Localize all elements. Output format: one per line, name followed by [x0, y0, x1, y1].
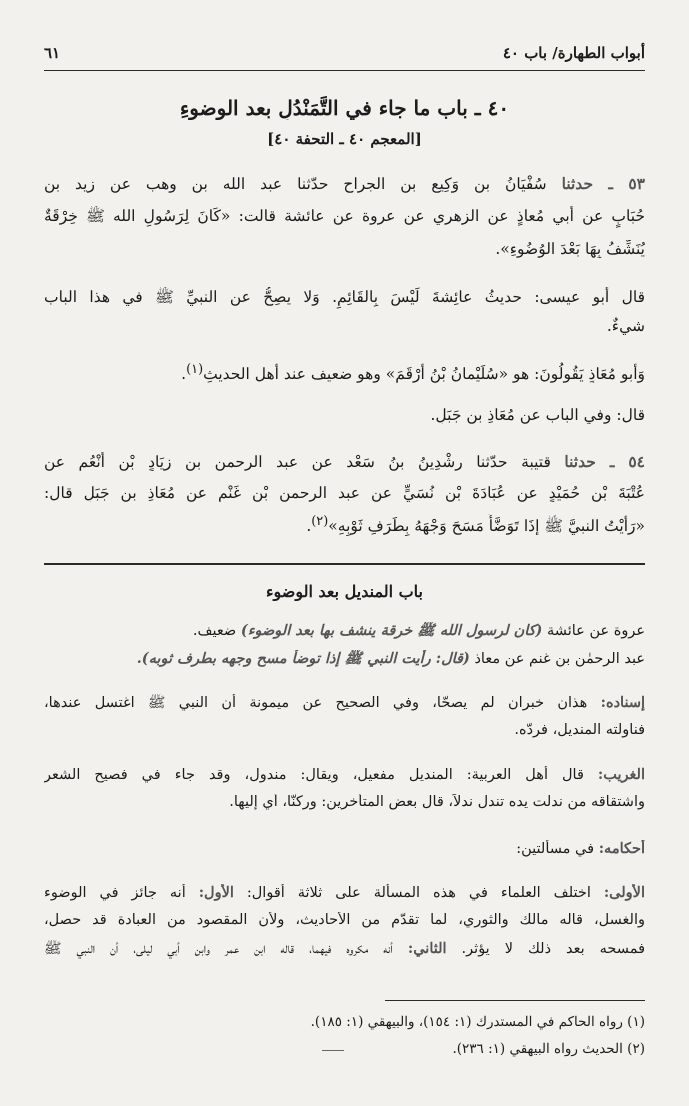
commentary-divider — [44, 563, 645, 565]
hadith-54-line-1: ٥٤ ـ حدثنا قتيبة حدّثنا رِشْدِينُ بنُ سَعْد عن عبد الرحمن بنِ زِيَادٍ بْنِ أنْعُمٍ عن — [44, 452, 645, 471]
abu-isa-line-4: قال: وفي الباب عن مُعَاذِ بن جَبَلٍ. — [430, 406, 645, 424]
ink-mark — [322, 1050, 344, 1051]
ula-line-2: والغسل، قاله مالك والثوري، لما تقدّم من الأحاديث، ولأن المقصود من العبادة قد حصل، — [44, 912, 645, 928]
chapter-reference: [المعجم ٤٠ ـ التحفة ٤٠] — [267, 130, 422, 148]
gharib-line-2: واشتقاقه من ندلت يده تندل ندلاً، قال بعض المتأخرين: وركنّا، أي إليها. — [229, 794, 645, 810]
abu-isa-line-1: قال أبو عيسى: حديثُ عائِشةَ لَيْسَ بِالقَائِمِ. وَلا يصِحُّ عن النبيِّ ﷺ في هذا الباب — [44, 288, 645, 306]
gharib-line-1: الغريب: قال أهل العربية: المنديل مفعيل، ويقال: مندول، وقد جاء في فصيح الشعر — [44, 766, 645, 783]
commentary-p1-line-2: عبد الرحمٰن بن غنم عن معاذ (قال: رأيت النبي ﷺ إذا توضأ مسح وجهه بطرف ثوبه). — [136, 650, 645, 667]
thani-label: الثاني: — [407, 940, 447, 957]
gharib-label: الغريب: — [597, 766, 645, 783]
commentary-p1-line-1: عروة عن عائشة (كان لرسول الله ﷺ خرقة ينشف بها بعد الوضوء) ضعيف. — [192, 622, 645, 639]
hadith-53-label: ٥٣ ـ حدثنا — [561, 174, 645, 193]
ahkam-label: أحكامه: — [598, 840, 645, 857]
isnad-line-1: إسناده: هذان خبران لم يصحّا، وفي الصحيح عن ميمونة أن النبي ﷺ اغتسل عندها، — [44, 694, 645, 711]
book-section-title: أبواب الطهارة/ باب ٤٠ — [502, 44, 645, 62]
hadith-54-line-2: عُتْبَةَ بْنِ حُمَيْدٍ عن عُبَادَةَ بْنِ نُسَيٍّ عن عبد الرحمن بْنِ غَنْمٍ عن مُعَاذِ بنِ جَبَلٍ قال: — [44, 484, 645, 502]
ula-line-3: فمسحه بعد ذلك لا يؤثر. الثاني: أنه مكروه فيهما، قاله ابن عمر وابن أبي ليلى، أن النبي ﷺ — [44, 940, 645, 957]
chapter-title: ٤٠ ـ باب ما جاء في التَّمَنْدُلِ بعد الوضوءِ — [179, 96, 510, 120]
abu-isa-line-2: شيءٌ. — [606, 317, 645, 335]
hadith-54-label: ٥٤ ـ حدثنا — [564, 452, 645, 471]
hadith-54-line-3: «رَأيْتُ النبيَّ ﷺ إذَا تَوَضَّأَ مَسَحَ وَجْهَهُ بِطَرَفِ ثَوْبِهِ»$^{(٢)}$. — [306, 514, 645, 536]
header-rule — [44, 70, 645, 71]
running-header — [44, 44, 645, 68]
ula-label: الأولى: — [603, 884, 645, 901]
ahkam-line: أحكامه: في مسألتين: — [516, 840, 645, 857]
commentary-title: باب المنديل بعد الوضوء — [266, 582, 423, 601]
ula-line-1: الأولى: اختلف العلماء في هذه المسألة على ثلاثة أقوال: الأول: أنه جائز في الوضوء — [44, 884, 645, 901]
footnote-2: (٢) الحديث رواه البيهقي (١: ٢٣٦). — [452, 1041, 645, 1057]
hadith-53-line-2: حُبَابٍ عن أبي مُعاذٍ عن الزهري عن عروة عن عائشة قالت: «كَانَ لِرَسُولِ الله ﷺ خِرْقَةٌ — [44, 207, 645, 225]
isnad-line-2: فناولته المنديل، فردّه. — [514, 722, 645, 738]
footnote-separator — [385, 1000, 645, 1001]
footnote-ref-1[interactable]: (١) — [186, 362, 204, 377]
page-number: ٦١ — [44, 44, 61, 62]
awwal-label: الأول: — [198, 884, 234, 901]
hadith-53-line-1: ٥٣ ـ حدثنا سُفْيَانُ بن وَكِيعٍ بن الجراح حدّثنا عبد الله بن وهب عن زيد بن — [44, 174, 645, 193]
hadith-53-line-3: يُنَشِّفُ بِهَا بَعْدَ الوُضُوءِ». — [495, 240, 645, 258]
footnote-1: (١) رواه الحاكم في المستدرك (١: ١٥٤)، والبيهقي (١: ١٨٥). — [310, 1014, 645, 1030]
footnote-ref-2[interactable]: (٢) — [311, 514, 329, 529]
abu-isa-line-3: وَأبو مُعَاذٍ يَقُولُونَ: هو «سُلَيْمانُ بْنُ أرْقَمَ» وهو ضعيف عند أهل الحديثِ$^{(١)}$. — [181, 362, 645, 384]
isnad-label: إسناده: — [600, 694, 645, 711]
